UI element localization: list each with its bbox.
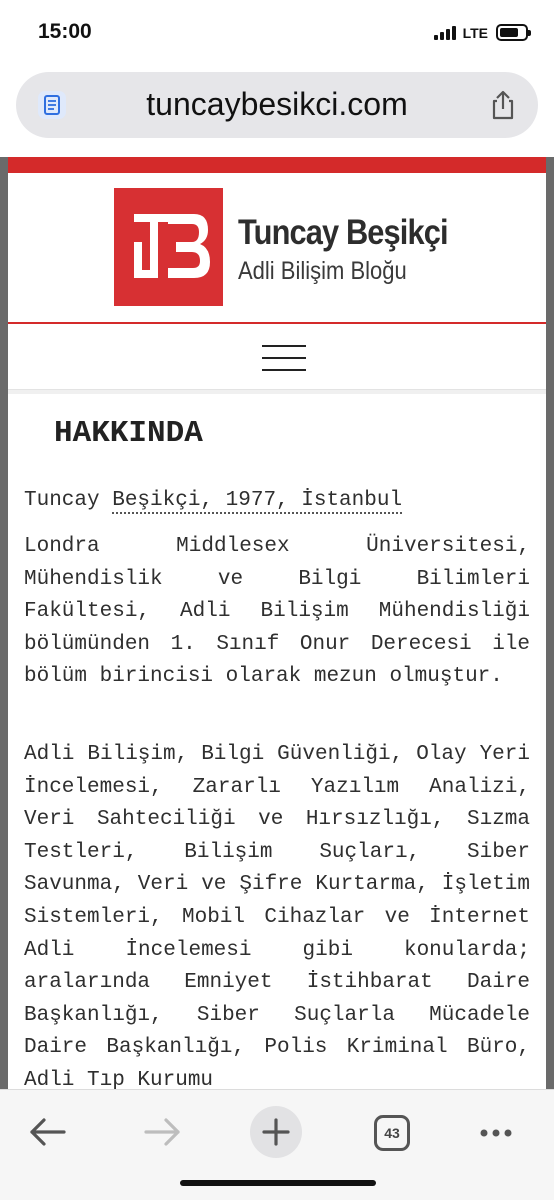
site-name[interactable]: Tuncay Beşikçi [238,213,448,252]
top-accent-bar [8,157,546,173]
paragraph-education: Londra Middlesex Üniversitesi, Mühendislik ve Bilgi Bilimleri Fakültesi, Adli Bilişim Mühendisliği bölümünden 1. Sınıf Onur Derecesi ile bölüm birincisi olarak mezun olmuştur. [24,535,530,689]
web-page[interactable] [0,157,554,1089]
address-bar[interactable] [16,72,538,138]
share-icon[interactable] [488,89,518,126]
logo-icon[interactable] [114,188,223,306]
network-type: LTE [462,24,488,41]
battery-level [500,28,518,37]
site-tagline: Adli Bilişim Bloğu [238,257,407,285]
intro-link[interactable]: Beşikçi, 1977, İstanbul [112,489,403,512]
more-icon[interactable] [466,1102,526,1162]
status-time: 15:00 [38,20,92,43]
status-bar [0,0,554,66]
tabs-button[interactable] [362,1102,422,1162]
signal-icon [434,26,456,40]
site-header [8,173,546,322]
status-indicators [434,24,528,41]
plus-icon[interactable] [246,1102,306,1162]
hamburger-icon[interactable] [262,345,306,371]
tab-count[interactable]: 43 [374,1115,410,1151]
home-indicator[interactable] [180,1180,376,1186]
article [8,394,546,1089]
back-arrow-icon[interactable] [18,1102,78,1162]
nav-bar [8,324,546,390]
paragraph-expertise: Adli Bilişim, Bilgi Güvenliği, Olay Yeri İncelemesi, Zararlı Yazılım Analizi, Veri Sahteciliği ve Hırsızlığı, Sızma Testleri, Bilişim Suçları, Siber Savunma, Veri ve Şifre Kurtarma, İşletim Sistemleri, Mobil Cihazlar ve İnternet Adli İncelemesi gibi konularda; aralarında Emniyet İstihbarat Daire Başkanlığı, Siber Suçlarla Mücadele Daire Başkanlığı, Polis Kriminal Büro, Adli Tıp Kurumu [24,743,530,1089]
battery-icon [496,24,528,41]
intro-line [24,485,530,518]
intro-prefix: Tuncay [24,489,113,512]
forward-arrow-icon[interactable] [132,1102,192,1162]
url-text[interactable]: tuncaybesikci.com [146,86,408,122]
page-title: HAKKINDA [54,416,203,451]
